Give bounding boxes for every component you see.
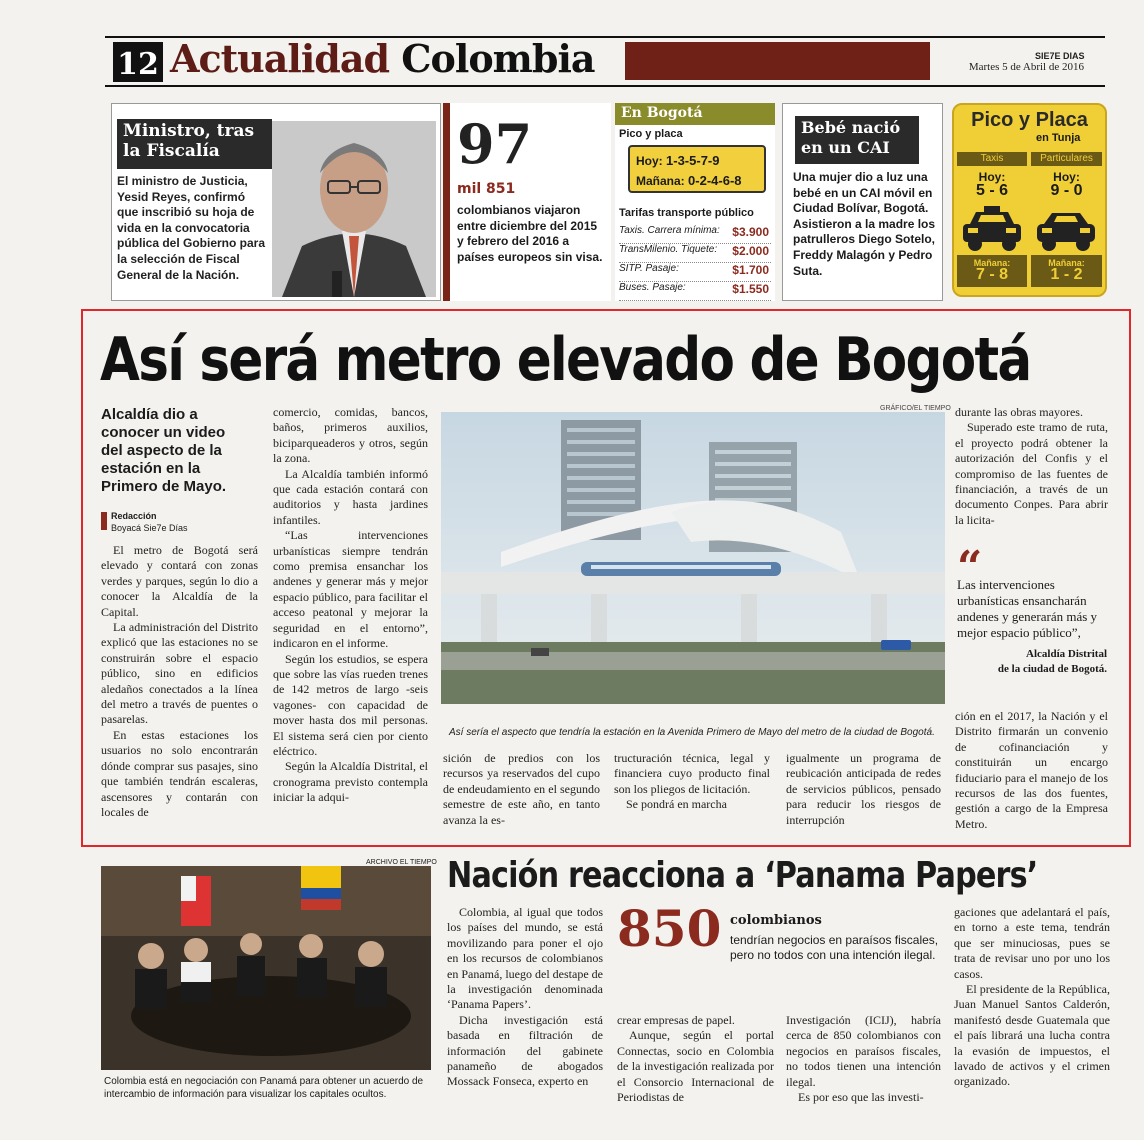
stat-97-accent-bar [443, 103, 450, 301]
metro-headline: Así será metro elevado de Bogotá [100, 325, 1031, 395]
graphic-credit: GRÁFICO/EL TIEMPO [880, 405, 951, 412]
tunja-col-particulares: Particulares [1031, 152, 1102, 166]
metro-col-6-bottom [955, 709, 1108, 832]
brand-label: SIE7E DIAS [1035, 51, 1085, 61]
stat-850-text: tendrían negocios en paraísos fiscales, pero no todos con una intención ilegal. [730, 933, 939, 962]
tarifa-row [619, 244, 771, 263]
paragraph: gaciones que adelantará el país, en torno a este tema, tendrán que ser minuciosas, pues se trata de revisar uno por uno los casos. [954, 905, 1110, 981]
paragraph: Dicha investigación está basada en filtración de información del gabinete panameño de abogados Mossack Fonseca, experto en [447, 1012, 603, 1089]
paragraph: La administración del Distrito explicó que las estaciones no se construirán sobre el espacio público, sino en edificios aledaños conectados a la línea del metro a través de puentes o pasarelas. [101, 620, 258, 727]
tunja-part-hoy [1031, 170, 1102, 198]
metro-col-5 [786, 751, 941, 828]
paragraph: Es por eso que las investi- [798, 1090, 924, 1105]
metro-col-6-top [955, 405, 1108, 528]
tarifa-value: $1.700 [732, 263, 769, 277]
ministro-text: El ministro de Justicia, Yesid Reyes, confirmó que inscribió su hoja de vida en la convocatoria pública del Gobierno para la selección de Fiscal General de la Nación. [117, 174, 266, 282]
panama-col-2 [617, 1013, 774, 1105]
paragraph: ción en el 2017, la Nación y el Distrito firmarán un convenio de cofinanciación y constituirán un encargo fiduciario para el manejo de los recursos de las dos fuentes, gestión a cargo de la Empresa Metro. [955, 709, 1108, 831]
page-number: 12 [113, 42, 163, 82]
paragraph: igualmente un programa de reubicación anticipada de redes de servicios públicos, pensado para reducir los riesgos de interrupción [786, 751, 941, 827]
tunja-subtitle: en Tunja [1036, 132, 1081, 144]
byline-author: Redacción [111, 511, 157, 521]
pull-quote-source [957, 647, 1107, 677]
section-title [170, 36, 595, 81]
bebe-title: Bebé nació en un CAI [795, 116, 919, 164]
paragraph: Investigación (ICIJ), habría cerca de 850 colombianos con negocios en paraísos fiscales, no todos tienen una intención ilegal. [786, 1013, 941, 1089]
meeting-photo-caption: Colombia está en negociación con Panamá para obtener un acuerdo de intercambio de información para visualizar los capitales ocultos. [104, 1076, 424, 1100]
stat-97-number: 97 [457, 112, 533, 176]
stat-97-text: colombianos viajaron entre diciembre del 2015 y febrero del 2016 a países europeos sin visa. [457, 203, 603, 264]
paragraph: tructuración técnica, legal y financiera cuyo producto final son los pliegos de licitación. [614, 751, 770, 796]
tunja-taxis-manana-value: 7 - 8 [975, 266, 1008, 283]
paragraph: Según los estudios, se espera que sobre las vías rueden trenes de 142 metros de largo -seis vagones- con capacidad de mover hasta dos mil personas. El sistema será cien por ciento eléctrico. [273, 651, 428, 758]
meeting-photo [101, 866, 431, 1070]
tarifa-row [619, 263, 771, 282]
ministro-title: Ministro, tras la Fiscalía [117, 119, 272, 169]
edition-date: Martes 5 de Abril de 2016 [968, 61, 1084, 73]
metro-col-2 [273, 405, 428, 806]
paragraph: Aunque, según el portal Connectas, socio en Colombia de la investigación realizada por el Consorcio Internacional de Periodistas de [617, 1028, 774, 1105]
bogota-pico-label: Pico y placa [619, 128, 683, 140]
paragraph: sición de predios con los recursos ya reservados del cupo de endeudamiento en el segundo semestre de este año, en tanto avanza la es- [443, 751, 600, 827]
plate-hoy-label: Hoy: [636, 154, 663, 168]
tarifa-value: $2.000 [732, 244, 769, 258]
section-title-b: Colombia [401, 36, 595, 81]
tarifa-label: SITP. Pasaje: [619, 263, 679, 274]
tunja-taxis-manana [957, 255, 1027, 287]
photo-credit: ARCHIVO EL TIEMPO [366, 859, 437, 866]
quote-mark-icon: “ [957, 542, 983, 593]
metro-col-1 [101, 543, 258, 820]
paragraph: En estas estaciones los usuarios no solo encontrarán dónde comprar sus pasajes, sino que también tendrán escaleras, ascensores y contarán con locales de [101, 727, 258, 819]
paragraph: durante las obras mayores. [955, 405, 1083, 419]
metro-byline [111, 510, 188, 534]
tunja-hoy-label: Hoy: [1053, 170, 1080, 184]
tunja-part-manana [1031, 255, 1102, 287]
car-icon [1034, 210, 1098, 257]
tunja-taxis-hoy [957, 170, 1027, 198]
metro-caption: Así sería el aspecto que tendría la estación en la Avenida Primero de Mayo del metro de la ciudad de Bogotá. [449, 727, 935, 738]
paragraph: crear empresas de papel. [617, 1013, 735, 1027]
quote-source-org: de la ciudad de Bogotá. [997, 663, 1107, 675]
bogota-title: En Bogotá [615, 103, 775, 125]
ministro-photo [272, 121, 436, 297]
tunja-manana-label: Mañana: [1048, 258, 1085, 268]
tarifas-title: Tarifas transporte público [619, 207, 754, 219]
paragraph: “Las intervenciones urbanísticas siempre tendrán como premisa ensanchar los andenes y generar más y mejor espacio público, para facilitar el acceso peatonal y mejorar la seguridad en el entorno”, indicaron en el informe. [273, 528, 428, 651]
tunja-hoy-label: Hoy: [978, 170, 1006, 184]
stat-850-number: 850 [617, 899, 722, 958]
tarifa-row [619, 282, 771, 301]
panama-col-3 [786, 1013, 941, 1105]
tunja-taxis-hoy-value: 5 - 6 [975, 182, 1008, 199]
paragraph: Colombia, al igual que todos los países del mundo, se está movilizando para poner el ojo en los recursos de colombianos en Panamá, luego del destape de la investigación denominada ‘Panama Papers’. [447, 905, 603, 1012]
paragraph: Según la Alcaldía Distrital, el cronograma previsto contempla iniciar la adqui- [273, 759, 428, 805]
paragraph: Se pondrá en marcha [626, 797, 727, 812]
pull-quote: Las intervenciones urbanísticas ensancharán andenes y generarán más y mejor espacio público”, [957, 577, 1098, 640]
stat-850-unit: colombianos [730, 913, 822, 928]
header-band [625, 42, 930, 80]
paragraph: El presidente de la República, Juan Manuel Santos Calderón, manifestó desde Guatemala que el país librará una lucha contra la evasión de impuestos, el lavado de activos y el crimen organizado. [954, 982, 1110, 1089]
tarifa-value: $1.550 [732, 282, 769, 296]
paragraph: comercio, comidas, bancos, baños, primeros auxilios, biciparqueaderos y otros, según la zona. [273, 405, 428, 466]
byline-outlet: Boyacá Sie7e Días [111, 523, 188, 533]
panama-col-1 [447, 905, 603, 1090]
tunja-part-manana-value: 1 - 2 [1050, 266, 1083, 283]
metro-station-render [441, 412, 945, 704]
metro-col-4 [614, 751, 770, 813]
bogota-plate [628, 145, 766, 193]
stat-97-unit: mil 851 [457, 181, 516, 197]
tarifa-row [619, 225, 771, 244]
tarifa-label: Buses. Pasaje: [619, 282, 686, 293]
bebe-text: Una mujer dio a luz una bebé en un CAI móvil en Ciudad Bolívar, Bogotá. Asistieron a la madre los patrulleros Diego Sotelo, Freddy Malagón y Pedro Suta. [793, 170, 936, 278]
metro-deck: Alcaldía dio a conocer un video del aspecto de la estación en la Primero de Mayo. [101, 406, 227, 495]
panama-col-4 [954, 905, 1110, 1090]
paragraph: La Alcaldía también informó que cada estación contará con auditorios y hasta jardines infantiles. [273, 466, 428, 527]
quote-source-name: Alcaldía Distrital [1026, 648, 1107, 660]
metro-col-3 [443, 751, 600, 828]
tarifa-label: Taxis. Carrera mínima: [619, 225, 720, 236]
tarifa-label: TransMilenio. Tiquete: [619, 244, 718, 255]
plate-manana-label: Mañana: [636, 174, 685, 188]
plate-manana-value: 0-2-4-6-8 [688, 173, 742, 188]
plate-hoy-value: 1-3-5-7-9 [666, 153, 720, 168]
tunja-title: Pico y Placa [971, 109, 1088, 131]
tunja-manana-label: Mañana: [973, 258, 1011, 268]
panama-headline: Nación reacciona a ‘Panama Papers’ [447, 855, 1038, 896]
tunja-col-taxis: Taxis [957, 152, 1027, 166]
tunja-part-hoy-value: 9 - 0 [1050, 182, 1083, 199]
taxi-icon [960, 206, 1024, 257]
section-title-a: Actualidad [170, 36, 390, 81]
paragraph: Superado este tramo de ruta, el proyecto podrá obtener la autorización del Confis y el compromiso de las fuentes de financiación, a través de un documento Conpes. Para abrir la licita- [955, 420, 1108, 527]
paragraph: El metro de Bogotá será elevado y contará con zonas verdes y parques, según lo dio a conocer la Alcaldía de la Capital. [101, 543, 258, 619]
byline-accent [101, 512, 107, 530]
tarifa-value: $3.900 [732, 225, 769, 239]
header-bottom-rule [105, 85, 1105, 87]
